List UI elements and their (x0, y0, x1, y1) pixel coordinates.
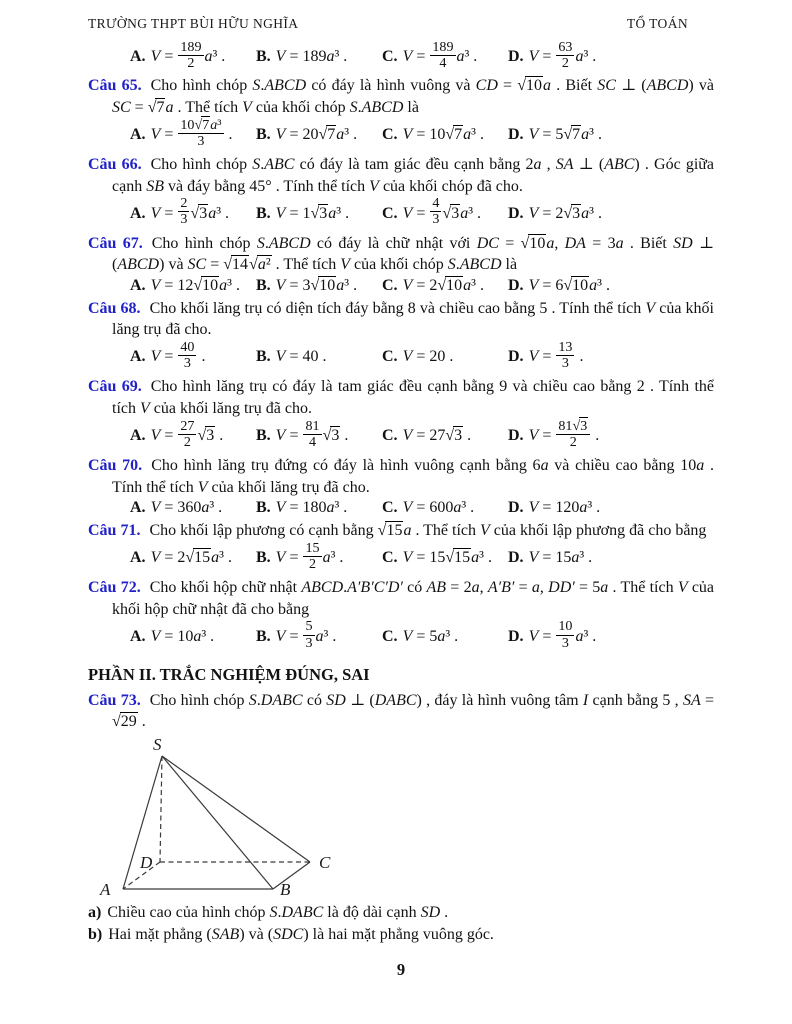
answer-option (256, 48, 382, 66)
question-block (88, 376, 714, 452)
option-label: A. (130, 549, 146, 567)
answer-option (508, 549, 634, 567)
answer-option (508, 417, 634, 452)
option-label: D. (508, 125, 524, 143)
question-number: Câu 67. (88, 234, 143, 252)
answer-option (382, 427, 508, 445)
option-formula: V = $\frac{27}{2}$ √3 . (150, 417, 224, 450)
option-formula: V = 5a³ . (402, 627, 459, 645)
answer-option (508, 338, 634, 373)
answer-option (508, 499, 634, 517)
option-formula: V = 2√3a³ . (528, 204, 602, 222)
option-label: C. (382, 426, 398, 444)
option-label: D. (508, 204, 524, 222)
answer-option (382, 39, 508, 73)
option-formula: V = 15a³ . (528, 549, 593, 567)
option-label: B. (256, 276, 271, 294)
option-label: C. (382, 48, 398, 66)
option-formula: V = $\frac{81}{4}$ √3 . (275, 417, 349, 450)
option-label: B. (256, 125, 271, 143)
question-block (88, 233, 714, 295)
option-formula: V = $\frac{10}{3}$ a³ . (528, 618, 597, 651)
option-formula: V = 1√3a³ . (275, 204, 350, 222)
question-body: Cho hình chóp S.ABCD có đáy là hình vuông và CD = √10a . Biết SC ⊥ (ABCD) và SC = √7a . Thể tích V của khối chóp S.ABCD là (112, 77, 714, 116)
answer-options (130, 499, 634, 517)
option-label: B. (256, 627, 271, 645)
statement-a-text: Chiều cao của hình chóp S.DABC là độ dài cạnh SD . (107, 903, 449, 921)
question-number: Câu 66. (88, 156, 142, 173)
answer-option (382, 195, 508, 229)
answer-option (508, 277, 634, 295)
answer-option (256, 499, 382, 517)
question-text (88, 577, 714, 620)
option-formula: V = 20√7a³ . (275, 125, 358, 143)
question-text (88, 154, 714, 197)
question-body: Cho hình chóp S.DABC có SD ⊥ (DABC) , đáy là hình vuông tâm I cạnh bằng 5 , SA = √29 . (112, 691, 715, 731)
question-number: Câu 71. (88, 522, 141, 540)
question-text (88, 298, 714, 341)
questions-list (88, 75, 714, 652)
option-formula: V = 10a³ . (150, 627, 215, 645)
option-formula: V = $\frac{189}{2}$ a³ . (150, 39, 226, 72)
statement-a (88, 902, 714, 924)
option-formula: V = $\frac{5}{3}$ a³ . (275, 618, 337, 651)
option-label: B. (256, 549, 271, 567)
option-formula: V = $\frac{63}{2}$ a³ . (528, 39, 597, 72)
option-label: A. (130, 627, 146, 645)
answer-option (382, 628, 508, 646)
option-formula: V = 5√7a³ . (528, 125, 602, 143)
vertex-label-a: A (100, 879, 111, 895)
option-label: C. (382, 276, 398, 294)
option-formula: V = 20 . (402, 348, 454, 366)
option-formula: V = 2√10a³ . (402, 276, 484, 294)
answer-option (130, 277, 256, 295)
option-label: A. (130, 348, 146, 366)
answer-option (256, 126, 382, 144)
answer-option (256, 205, 382, 223)
option-label: C. (382, 348, 398, 366)
question-block (88, 520, 714, 574)
answer-option (382, 277, 508, 295)
option-formula: V = 12√10a³ . (150, 276, 240, 294)
option-formula: V = $\frac{4}{3}$ √3a³ . (402, 195, 481, 228)
question-block (88, 298, 714, 374)
option-label: A. (130, 276, 146, 294)
statement-b-label: b) (88, 926, 103, 944)
vertex-label-s: S (153, 736, 162, 754)
option-label: A. (130, 204, 146, 222)
answer-option (130, 116, 256, 151)
answer-option (382, 348, 508, 366)
question-body: Cho hình chóp S.ABC có đáy là tam giác đều cạnh bằng 2a , SA ⊥ (ABC) . Góc giữa cạnh SB và đáy bằng 45° . Tính thể tích V của khối chóp đã cho. (112, 156, 715, 195)
answer-options (130, 539, 634, 574)
answer-option (256, 618, 382, 652)
question-body: Cho khối lăng trụ có diện tích đáy bằng 8 và chiều cao bằng 5 . Tính thể tích V của khối lăng trụ đã cho. (112, 299, 714, 339)
option-formula: V = $\frac{40}{3}$ . (150, 338, 206, 372)
answer-option (130, 628, 256, 646)
option-formula: V = 120a³ . (528, 499, 601, 517)
question-text (88, 75, 714, 118)
option-formula: V = 6√10a³ . (528, 276, 610, 294)
answer-option (508, 205, 634, 223)
pyramid-diagram (90, 737, 350, 895)
question-number: Câu 65. (88, 77, 142, 95)
question-number: Câu 73. (88, 691, 141, 709)
question-text (88, 233, 714, 276)
vertex-label-b: B (280, 879, 291, 895)
answer-options (130, 116, 634, 151)
section-title: PHẦN II. TRẮC NGHIỆM ĐÚNG, SAI (88, 664, 370, 684)
vertex-label-d: D (140, 852, 153, 872)
question-number: Câu 72. (88, 579, 141, 597)
question-block (88, 154, 714, 230)
school-name: TRƯỜNG THPT BÙI HỮU NGHĨA (88, 16, 299, 31)
question-text (88, 690, 714, 733)
option-label: B. (256, 499, 271, 517)
answer-option (130, 417, 256, 452)
answer-option (382, 126, 508, 144)
answer-option (382, 499, 508, 517)
answer-options (130, 417, 634, 452)
option-label: C. (382, 499, 398, 517)
question-block (88, 455, 714, 517)
option-formula: V = $\frac{13}{3}$ . (528, 338, 584, 372)
question-body: Cho hình lăng trụ có đáy là tam giác đều cạnh bằng 9 và chiều cao bằng 2 . Tính thể tích V của khối lăng trụ đã cho. (112, 378, 715, 417)
answer-options (130, 277, 634, 295)
option-formula: V = 27√3 . (402, 426, 472, 444)
question-number: Câu 69. (88, 378, 142, 396)
option-label: D. (508, 549, 524, 567)
option-label: B. (256, 204, 271, 222)
statement-b-text: Hai mặt phẳng (SAB) và (SDC) là hai mặt phẳng vuông góc. (108, 926, 494, 944)
statement-a-label: a) (88, 903, 102, 921)
option-formula: V = 3√10a³ . (275, 276, 358, 294)
option-label: B. (256, 348, 271, 366)
answer-options (130, 618, 634, 652)
option-label: A. (130, 125, 146, 143)
option-formula: V = $\frac{81√3}{2}$ . (528, 417, 600, 450)
answer-option (508, 39, 634, 73)
answer-options (130, 338, 634, 373)
department-name: TỔ TOÁN (626, 16, 688, 31)
option-formula: V = $\frac{15}{2}$ a³ . (275, 539, 344, 572)
question-number: Câu 70. (88, 456, 143, 474)
question-block (88, 577, 714, 653)
question-block (88, 75, 714, 151)
option-label: D. (508, 276, 524, 294)
question-body: Cho hình lăng trụ đứng có đáy là hình vuông cạnh bằng 6a và chiều cao bằng 10a . Tính thể tích V của khối lăng trụ đã cho. (112, 456, 715, 496)
answer-option (130, 39, 256, 73)
pyramid-figure (90, 737, 714, 900)
answer-options (130, 195, 634, 229)
option-formula: V = 15√15a³ . (402, 549, 492, 567)
statement-b (88, 924, 714, 946)
option-formula: V = 189a³ . (275, 48, 348, 66)
option-formula: V = 600a³ . (402, 499, 475, 517)
answer-option (130, 499, 256, 517)
option-label: A. (130, 48, 146, 66)
option-label: B. (256, 48, 271, 66)
answer-option (508, 618, 634, 652)
option-label: C. (382, 204, 398, 222)
option-formula: V = $\frac{\text{10√7a³}}{3}$ . (150, 116, 233, 149)
option-label: C. (382, 627, 398, 645)
option-label: D. (508, 48, 524, 66)
option-formula: V = 360a³ . (150, 499, 223, 517)
question-body: Cho hình chóp S.ABCD có đáy là chữ nhật với DC = √10a, DA = 3a . Biết SD ⊥ (ABCD) và SC = √14√a² . Thể tích V của khối chóp S.ABCD là (112, 234, 715, 274)
page-header (88, 16, 714, 32)
answer-option (382, 549, 508, 567)
answer-option (256, 348, 382, 366)
question-body: Cho khối lập phương có cạnh bằng √15a . Thể tích V của khối lập phương đã cho bằng (149, 522, 707, 540)
option-label: A. (130, 499, 146, 517)
option-formula: V = 10√7a³ . (402, 125, 484, 143)
vertex-label-c: C (319, 852, 331, 872)
option-label: B. (256, 426, 271, 444)
answer-option (130, 549, 256, 567)
page-number: 9 (396, 960, 406, 980)
question-text (88, 455, 714, 498)
option-label: D. (508, 627, 524, 645)
option-label: A. (130, 426, 146, 444)
answer-option (256, 539, 382, 574)
option-label: D. (508, 348, 524, 366)
option-formula: V = $\frac{2}{3}$ √3a³ . (150, 195, 229, 228)
option-label: D. (508, 499, 524, 517)
answer-option (130, 195, 256, 229)
answer-option (508, 126, 634, 144)
option-formula: V = 40 . (275, 348, 327, 366)
question-body: Cho khối hộp chữ nhật ABCD.A′B′C′D′ có AB = 2a, A′B′ = a, DD′ = 5a . Thể tích V của khối hộp chữ nhật đã cho bằng (112, 579, 715, 618)
option-label: C. (382, 125, 398, 143)
option-label: C. (382, 549, 398, 567)
answer-option (256, 417, 382, 452)
option-formula: V = 2√15a³ . (150, 549, 232, 567)
option-formula: V = 180a³ . (275, 499, 348, 517)
answer-option (130, 338, 256, 373)
option-formula: V = $\frac{189}{4}$ a³ . (402, 39, 478, 72)
question-block-73 (88, 690, 714, 733)
option-label: D. (508, 426, 524, 444)
answer-option (256, 277, 382, 295)
question-number: Câu 68. (88, 299, 141, 317)
question-text (88, 520, 714, 542)
answer-options-previous-question (130, 39, 634, 73)
question-text (88, 376, 714, 419)
